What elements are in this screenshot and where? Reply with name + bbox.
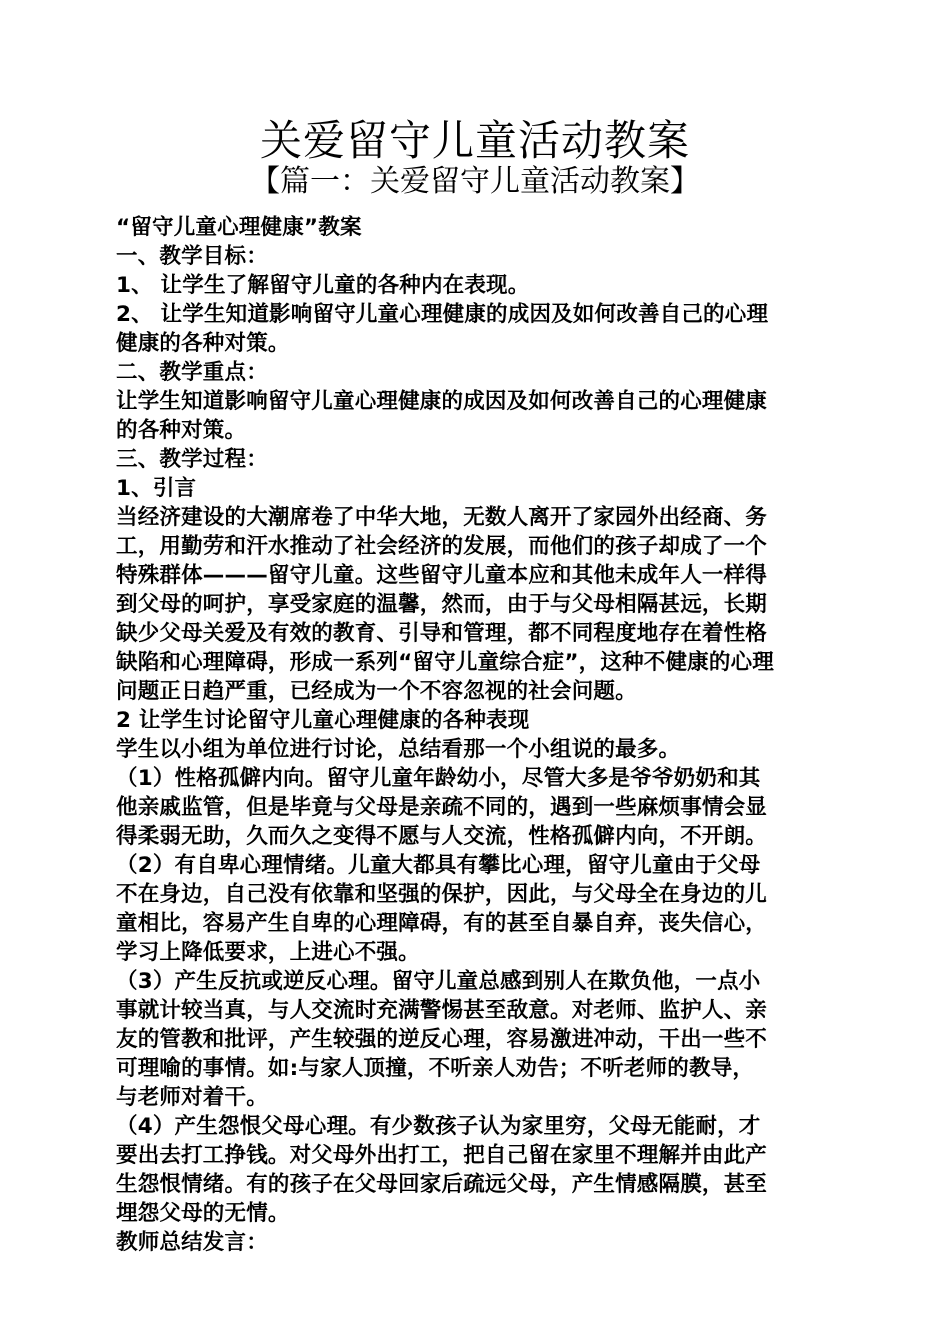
text-line: 三、教学过程： [116, 447, 268, 472]
text-line: 1、引言 [116, 476, 197, 501]
text-line: 与老师对着干。 [116, 1085, 268, 1110]
text-line: 生怨恨情绪。有的孩子在父母回家后疏远父母，产生情感隔膜，甚至 [116, 1172, 768, 1197]
text-line: 他亲戚监管，但是毕竟与父母是亲疏不同的，遇到一些麻烦事情会显 [116, 795, 768, 820]
text-line: （2）有自卑心理情绪。儿童大都具有攀比心理，留守儿童由于父母 [116, 853, 761, 878]
text-line: （4）产生怨恨父母心理。有少数孩子认为家里穷，父母无能耐，才 [116, 1114, 761, 1139]
text-line: （1）性格孤僻内向。留守儿童年龄幼小，尽管大多是爷爷奶奶和其 [116, 766, 761, 791]
text-line: 得柔弱无助，久而久之变得不愿与人交流，性格孤僻内向，不开朗。 [116, 824, 768, 849]
text-line: （3）产生反抗或逆反心理。留守儿童总感到别人在欺负他，一点小 [116, 969, 761, 994]
text-line: “留守儿童心理健康”教案 [116, 215, 362, 240]
text-line: 埋怨父母的无情。 [116, 1201, 290, 1226]
text-line: 可理喻的事情。如:与家人顶撞，不听亲人劝告；不听老师的教导， [116, 1056, 755, 1081]
document-subtitle: 【篇一：关爱留守儿童活动教案】 [250, 164, 700, 199]
text-line: 健康的各种对策。 [116, 331, 290, 356]
text-line: 事就计较当真，与人交流时充满警惕甚至敌意。对老师、监护人、亲 [116, 998, 768, 1023]
text-line: 教师总结发言： [116, 1230, 268, 1255]
text-line: 不在身边，自己没有依靠和坚强的保护，因此，与父母全在身边的儿 [116, 882, 768, 907]
text-line: 学习上降低要求，上进心不强。 [116, 940, 420, 965]
text-line: 要出去打工挣钱。对父母外出打工，把自己留在家里不理解并由此产 [116, 1143, 768, 1168]
text-line: 让学生知道影响留守儿童心理健康的成因及如何改善自己的心理健康 [116, 389, 768, 414]
text-line: 特殊群体———留守儿童。这些留守儿童本应和其他未成年人一样得 [116, 563, 768, 588]
document-title: 关爱留守儿童活动教案 [259, 116, 690, 165]
text-line: 缺陷和心理障碍，形成一系列“留守儿童综合症”，这种不健康的心理 [116, 650, 774, 675]
text-line: 2、 让学生知道影响留守儿童心理健康的成因及如何改善自己的心理 [116, 302, 769, 327]
text-line: 的各种对策。 [116, 418, 247, 443]
text-line: 1、 让学生了解留守儿童的各种内在表现。 [116, 273, 530, 298]
text-line: 当经济建设的大潮席卷了中华大地，无数人离开了家园外出经商、务 [116, 505, 768, 530]
text-line: 一、教学目标： [116, 244, 268, 269]
text-line: 问题正日趋严重，已经成为一个不容忽视的社会问题。 [116, 679, 637, 704]
text-line: 友的管教和批评，产生较强的逆反心理，容易激进冲动，干出一些不 [116, 1027, 768, 1052]
text-line: 2 让学生讨论留守儿童心理健康的各种表现 [116, 708, 530, 733]
text-line: 缺少父母关爱及有效的教育、引导和管理，都不同程度地存在着性格 [116, 621, 768, 646]
text-line: 二、教学重点： [116, 360, 268, 385]
text-line: 学生以小组为单位进行讨论，总结看那一个小组说的最多。 [116, 737, 681, 762]
text-line: 到父母的呵护，享受家庭的温馨，然而，由于与父母相隔甚远，长期 [116, 592, 768, 617]
document-body [116, 213, 838, 1257]
text-line: 工，用勤劳和汗水推动了社会经济的发展，而他们的孩子却成了一个 [116, 534, 768, 559]
text-line: 童相比，容易产生自卑的心理障碍，有的甚至自暴自弃，丧失信心， [116, 911, 768, 936]
